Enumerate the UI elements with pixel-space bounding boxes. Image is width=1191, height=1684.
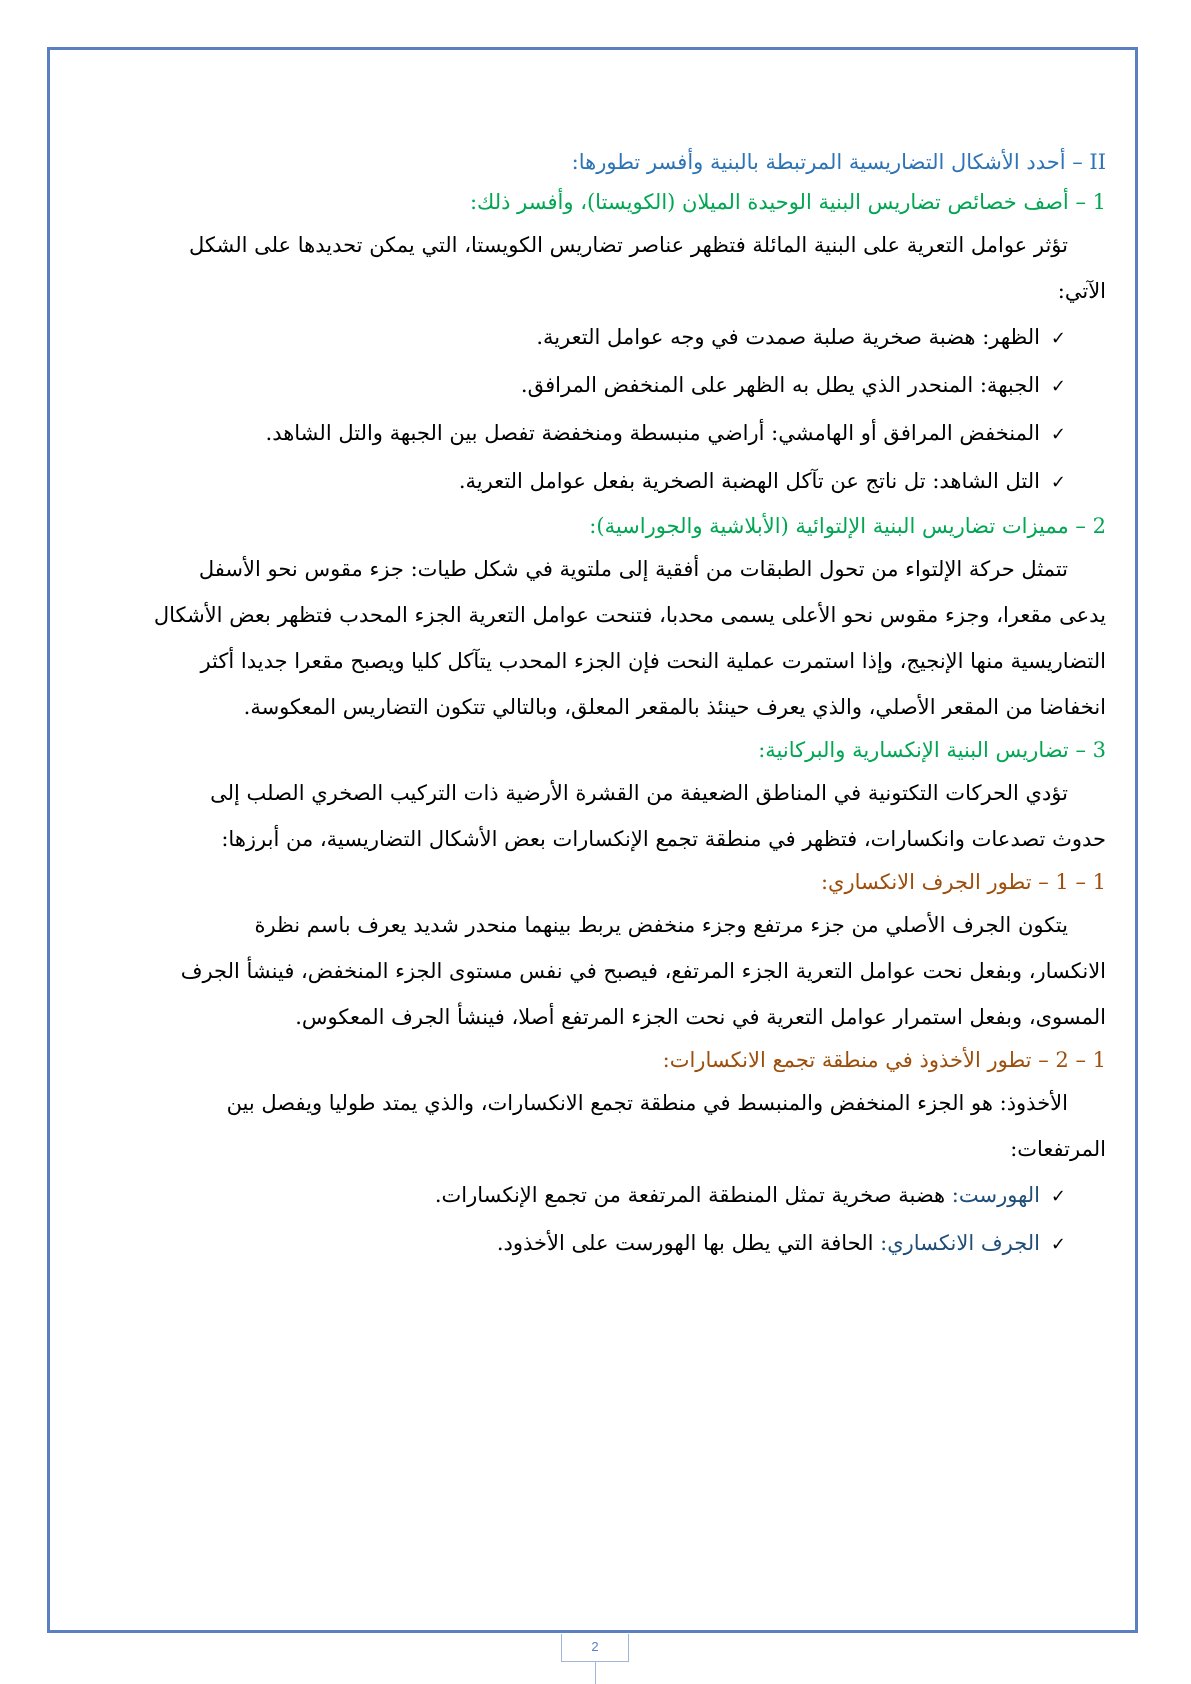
list-term: الهورست:: [951, 1183, 1040, 1207]
paragraph-line: الآتي:: [1057, 279, 1106, 303]
cuesta-elements-list: [84, 314, 1106, 506]
list-item: [84, 314, 1066, 362]
subheading-folded: 2 – مميزات تضاريس البنية الإلتوائية (الأبلاشية والجوراسية):: [589, 514, 1106, 538]
paragraph-line: المرتفعات:: [1010, 1137, 1106, 1161]
list-text: أراضي منبسطة ومنخفضة تفصل بين الجبهة والتل الشاهد.: [265, 421, 772, 445]
paragraph-line: حدوث تصدعات وانكسارات، فتظهر في منطقة تجمع الإنكسارات بعض الأشكال التضاريسية، من أبرزها:: [221, 827, 1106, 851]
checkmark-icon: ✓: [1050, 1234, 1066, 1255]
paragraph-line: تتمثل حركة الإلتواء من تحول الطبقات من أفقية إلى ملتوية في شكل طيات: جزء مقوس نحو الأسفل: [198, 557, 1068, 581]
checkmark-icon: ✓: [1050, 472, 1066, 493]
paragraph-line: المسوى، وبفعل استمرار عوامل التعرية في نحت الجزء المرتفع أصلا، فينشأ الجرف المعكوس.: [295, 1005, 1106, 1029]
document-body: [84, 142, 1106, 1268]
checkmark-icon: ✓: [1050, 424, 1066, 445]
list-item: [84, 410, 1066, 458]
paragraph-line: يتكون الجرف الأصلي من جزء مرتفع وجزء منخفض يربط بينهما منحدر شديد يعرف باسم نظرة: [254, 913, 1068, 937]
paragraph-line: التضاريسية منها الإنجيج، وإذا استمرت عملية النحت فإن الجزء المحدب يتآكل كليا ويصبح مقعرا جديدا أكثر: [200, 649, 1106, 673]
list-item: [84, 362, 1066, 410]
list-text: هضبة صخرية تمثل المنطقة المرتفعة من تجمع الإنكسارات.: [434, 1183, 952, 1207]
paragraph-folded: [84, 546, 1106, 730]
paragraph-line: انخفاضا من المقعر الأصلي، والذي يعرف حينئذ بالمقعر المعلق، وبالتالي تتكون التضاريس المعكوسة.: [243, 695, 1106, 719]
paragraph-graben: [84, 1080, 1106, 1172]
paragraph-line: تؤثر عوامل التعرية على البنية المائلة فتظهر عناصر تضاريس الكويستا، التي يمكن تحديدها على الشكل: [188, 233, 1068, 257]
paragraph-line: الأخذوذ: هو الجزء المنخفض والمنبسط في منطقة تجمع الانكسارات، والذي يمتد طوليا ويفصل بين: [226, 1091, 1068, 1115]
list-item: [84, 1172, 1066, 1220]
checkmark-icon: ✓: [1050, 1186, 1066, 1207]
paragraph-line: يدعى مقعرا، وجزء مقوس نحو الأعلى يسمى محدبا، فتنحت عوامل التعرية الجزء المحدب فتظهر بعض الأشكال: [153, 603, 1106, 627]
checkmark-icon: ✓: [1050, 328, 1066, 349]
list-term: الجرف الانكساري:: [880, 1231, 1040, 1255]
subheading-graben: 1 – 2 – تطور الأخذوذ في منطقة تجمع الانكسارات:: [662, 1048, 1106, 1072]
graben-elements-list: [84, 1172, 1106, 1268]
list-term: الظهر:: [982, 325, 1040, 349]
paragraph-line: تؤدي الحركات التكتونية في المناطق الضعيفة من القشرة الأرضية ذات التركيب الصخري الصلب إلى: [210, 781, 1068, 805]
paragraph-fault-scarp: [84, 902, 1106, 1040]
list-text: هضبة صخرية صلبة صمدت في وجه عوامل التعرية.: [536, 325, 983, 349]
list-term: الجبهة:: [979, 373, 1040, 397]
list-text: تل ناتج عن تآكل الهضبة الصخرية بفعل عوامل التعرية.: [458, 469, 933, 493]
paragraph-faulted: [84, 770, 1106, 862]
list-text: المنحدر الذي يطل به الظهر على المنخفض المرافق.: [520, 373, 980, 397]
list-text: الحافة التي يطل بها الهورست على الأخذود.: [496, 1231, 881, 1255]
list-item: [84, 458, 1066, 506]
checkmark-icon: ✓: [1050, 376, 1066, 397]
page-number: 2: [561, 1634, 629, 1662]
list-term: المنخفض المرافق أو الهامشي:: [771, 421, 1040, 445]
subheading-fault-scarp: 1 – 1 – تطور الجرف الانكساري:: [820, 870, 1106, 894]
list-item: [84, 1220, 1066, 1268]
list-term: التل الشاهد:: [932, 469, 1040, 493]
subheading-cuesta: 1 – أصف خصائص تضاريس البنية الوحيدة الميلان (الكويستا)، وأفسر ذلك:: [469, 190, 1106, 214]
paragraph-cuesta: [84, 222, 1106, 314]
page-number-tick: [595, 1662, 596, 1684]
subheading-faulted: 3 – تضاريس البنية الإنكسارية والبركانية:: [758, 738, 1106, 762]
paragraph-line: الانكسار، وبفعل نحت عوامل التعرية الجزء المرتفع، فيصبح في نفس مستوى الجزء المنخفض، فينشأ الجرف: [180, 959, 1106, 983]
section-heading: II – أحدد الأشكال التضاريسية المرتبطة بالبنية وأفسر تطورها:: [571, 150, 1106, 174]
